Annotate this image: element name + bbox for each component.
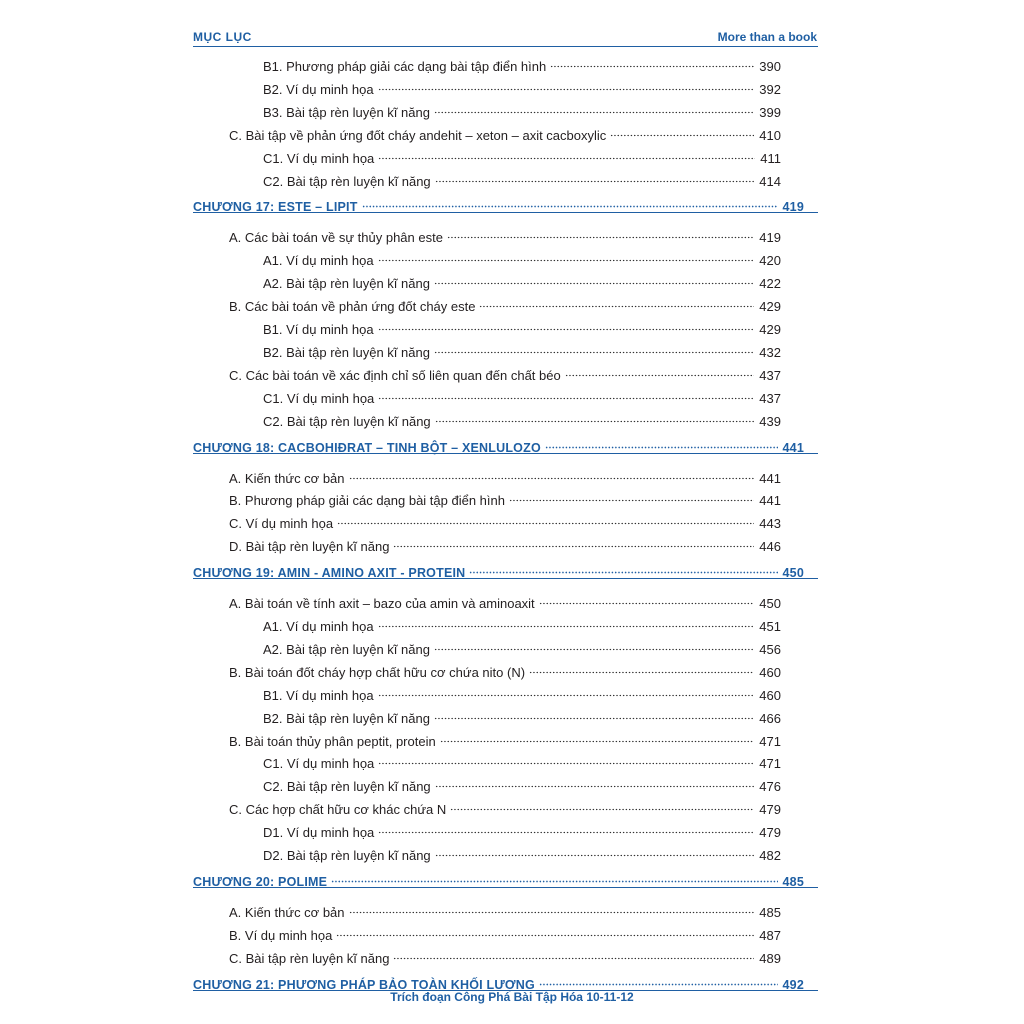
- toc-entry-title: B1. Ví dụ minh họa: [263, 687, 374, 703]
- toc-entry: [229, 360, 781, 383]
- toc-entry-page: 410: [759, 127, 781, 143]
- toc-entry-title: CHƯƠNG 19: AMIN - AMINO AXIT - PROTEIN: [193, 566, 466, 581]
- header-tagline: More than a book: [717, 30, 817, 44]
- toc-entry-title: D. Bài tập rèn luyện kĩ năng: [229, 539, 390, 555]
- toc-entry: [263, 337, 781, 360]
- chapter-rule: [193, 453, 818, 454]
- toc-entry-title: B. Các bài toán về phản ứng đốt cháy este: [229, 299, 476, 315]
- toc-entry-page: 485: [759, 904, 781, 920]
- toc-entry: [263, 771, 781, 795]
- dot-leader: [450, 794, 754, 814]
- dot-leader: [378, 383, 754, 403]
- toc-entry-title: B. Bài toán đốt cháy hợp chất hữu cơ chứa nito (N): [229, 664, 526, 680]
- dot-leader: [378, 680, 755, 700]
- dot-leader: [393, 531, 754, 551]
- toc-entry-title: C2. Bài tập rèn luyện kĩ năng: [263, 413, 431, 429]
- toc-entry-page: 451: [759, 619, 781, 634]
- toc-entry-title: C. Các hợp chất hữu cơ khác chứa N: [229, 802, 447, 818]
- toc-entry-title: CHƯƠNG 20: POLIME: [193, 874, 328, 889]
- toc-entry-title: C1. Ví dụ minh họa: [263, 756, 375, 772]
- page-footer: Trích đoạn Công Phá Bài Tập Hóa 10-11-12: [390, 990, 634, 1004]
- toc-entry: [263, 51, 781, 74]
- chapter-rule: [193, 887, 818, 888]
- toc-entry-page: 487: [759, 927, 781, 943]
- toc-chapter-entry: [193, 191, 804, 215]
- toc-entry-page: 432: [759, 344, 781, 360]
- dot-leader: [331, 866, 777, 886]
- toc-entry: [229, 943, 781, 966]
- toc-entry: [229, 920, 781, 943]
- toc-entry-page: 485: [782, 874, 804, 889]
- toc-entry: [263, 383, 781, 406]
- toc-entry: [229, 508, 781, 532]
- dot-leader: [349, 897, 755, 917]
- toc-entry: [263, 406, 781, 429]
- toc-entry-page: 419: [782, 200, 804, 215]
- toc-entry-page: 460: [759, 687, 781, 703]
- dot-leader: [550, 51, 754, 71]
- toc-entry-page: 479: [759, 825, 781, 841]
- toc-chapter-entry: [193, 969, 804, 992]
- toc-entry-page: 441: [759, 493, 781, 509]
- toc-chapter-entry: [193, 557, 804, 581]
- toc-entry-title: B. Bài toán thủy phân peptit, protein: [229, 733, 436, 749]
- toc-entry: [263, 703, 781, 726]
- toc-entry: [229, 222, 781, 246]
- toc-entry: [263, 680, 781, 703]
- toc-entry-title: D1. Ví dụ minh họa: [263, 825, 375, 841]
- toc-entry: [229, 726, 781, 749]
- dot-leader: [378, 143, 755, 163]
- dot-leader: [434, 634, 754, 654]
- dot-leader: [434, 703, 754, 723]
- toc-entry: [229, 657, 781, 680]
- toc-entry-title: A2. Bài tập rèn luyện kĩ năng: [263, 276, 430, 292]
- dot-leader: [378, 314, 755, 334]
- toc-entry-title: C1. Ví dụ minh họa: [263, 390, 375, 406]
- toc-entry-title: C2. Bài tập rèn luyện kĩ năng: [263, 173, 431, 189]
- dot-leader: [447, 222, 754, 242]
- dot-leader: [509, 485, 754, 505]
- dot-leader: [378, 611, 755, 631]
- toc-entry: [263, 748, 781, 772]
- toc-entry: [229, 291, 781, 315]
- toc-entry-title: CHƯƠNG 18: CACBOHIĐRAT – TINH BỘT – XENLULOZO: [193, 440, 541, 455]
- toc-entry-page: 441: [759, 470, 781, 486]
- toc-entry: [229, 897, 781, 920]
- toc-entry-page: 446: [759, 539, 781, 555]
- toc-entry: [263, 611, 781, 634]
- chapter-rule: [193, 578, 818, 579]
- toc-entry-page: 489: [759, 950, 781, 966]
- dot-leader: [565, 360, 755, 380]
- dot-leader: [434, 337, 754, 357]
- toc-entry-page: 450: [759, 596, 781, 612]
- toc-chapter-entry: [193, 432, 804, 455]
- toc-entry: [229, 120, 781, 143]
- dot-leader: [610, 120, 754, 140]
- toc-entry-page: 456: [759, 641, 781, 657]
- toc-entry: [263, 143, 781, 166]
- dot-leader: [435, 166, 755, 186]
- toc-entry-page: 392: [759, 81, 781, 97]
- toc-entry-page: 429: [759, 322, 781, 337]
- toc-entry: [263, 314, 781, 337]
- toc-chapter-entry: [193, 866, 804, 889]
- toc-entry: [263, 817, 781, 841]
- toc-entry: [263, 166, 781, 189]
- dot-leader: [393, 943, 754, 963]
- dot-leader: [378, 817, 754, 837]
- toc-entry: [263, 97, 781, 120]
- toc-entry: [263, 634, 781, 657]
- toc-entry: [263, 840, 781, 863]
- toc-entry-page: 411: [760, 150, 781, 166]
- toc-entry: [263, 268, 781, 292]
- dot-leader: [378, 748, 754, 768]
- dot-leader: [539, 588, 755, 608]
- toc-entry-page: 414: [759, 173, 781, 189]
- toc-entry-title: B. Ví dụ minh họa: [229, 927, 333, 943]
- toc-entry-page: 443: [759, 516, 781, 532]
- toc-entry-title: B1. Ví dụ minh họa: [263, 322, 374, 337]
- toc-entry-title: CHƯƠNG 17: ESTE – LIPIT: [193, 200, 358, 215]
- toc-entry-title: B. Phương pháp giải các dạng bài tập điển hình: [229, 493, 505, 509]
- toc-entry-page: 476: [759, 779, 781, 795]
- toc-entry-page: 437: [759, 390, 781, 406]
- toc-entry-page: 390: [759, 59, 781, 74]
- toc-entry-page: 460: [759, 664, 781, 680]
- toc-entry-page: 419: [759, 230, 781, 246]
- toc-entry: [229, 531, 781, 555]
- dot-leader: [440, 726, 755, 746]
- toc-entry: [229, 588, 781, 612]
- toc-entry-title: C1. Ví dụ minh họa: [263, 150, 375, 166]
- toc-entry-page: 482: [759, 848, 781, 863]
- dot-leader: [529, 657, 754, 677]
- dot-leader: [362, 191, 778, 211]
- chapter-rule: [193, 212, 818, 213]
- toc-entry-title: D2. Bài tập rèn luyện kĩ năng: [263, 848, 431, 863]
- toc-entry-title: A1. Ví dụ minh họa: [263, 619, 374, 634]
- toc-entry: [263, 74, 781, 97]
- toc-entry-page: 422: [759, 276, 781, 292]
- toc-entry-title: A. Các bài toán về sự thủy phân este: [229, 230, 443, 246]
- toc-entry-page: 439: [759, 413, 781, 429]
- toc-entry-page: 429: [759, 299, 781, 315]
- toc-entry-title: B2. Bài tập rèn luyện kĩ năng: [263, 344, 430, 360]
- toc-entry-page: 471: [759, 756, 781, 772]
- toc-entry: [229, 794, 781, 818]
- dot-leader: [378, 74, 755, 94]
- header-section-title: MỤC LỤC: [193, 30, 252, 44]
- dot-leader: [435, 406, 755, 426]
- toc-entry-page: 437: [759, 367, 781, 383]
- toc-entry-page: 399: [759, 104, 781, 120]
- toc-entry-page: 492: [782, 977, 804, 992]
- toc-entry: [229, 463, 781, 486]
- toc-entry-page: 441: [782, 440, 804, 455]
- toc-entry-title: C. Ví dụ minh họa: [229, 516, 334, 532]
- dot-leader: [349, 463, 755, 483]
- toc-entry-title: A2. Bài tập rèn luyện kĩ năng: [263, 641, 430, 657]
- toc-entry-title: C2. Bài tập rèn luyện kĩ năng: [263, 779, 431, 795]
- toc-entry-title: CHƯƠNG 21: PHƯƠNG PHÁP BẢO TOÀN KHỐI LƯỢNG: [193, 977, 535, 992]
- toc-entry: [263, 245, 781, 269]
- dot-leader: [434, 97, 754, 117]
- dot-leader: [337, 508, 754, 528]
- toc-entry-title: A. Kiến thức cơ bản: [229, 470, 345, 486]
- toc-entry-title: C. Các bài toán về xác định chỉ số liên quan đến chất béo: [229, 367, 561, 383]
- dot-leader: [336, 920, 754, 940]
- toc-entry-page: 466: [759, 710, 781, 726]
- dot-leader: [469, 557, 777, 577]
- toc-entry: [229, 485, 781, 509]
- toc-entry-title: C. Bài tập về phản ứng đốt cháy andehit – xeton – axit cacboxylic: [229, 127, 607, 143]
- toc-entry-page: 420: [759, 253, 781, 269]
- toc-entry-page: 450: [782, 566, 804, 581]
- dot-leader: [378, 245, 755, 265]
- toc-entry-title: A1. Ví dụ minh họa: [263, 253, 374, 269]
- dot-leader: [545, 432, 778, 452]
- toc-entry-title: A. Kiến thức cơ bản: [229, 904, 345, 920]
- toc-entry-title: B1. Phương pháp giải các dạng bài tập điển hình: [263, 59, 547, 74]
- dot-leader: [434, 268, 754, 288]
- toc-entry-title: B2. Bài tập rèn luyện kĩ năng: [263, 710, 430, 726]
- dot-leader: [539, 969, 778, 989]
- toc-entry-page: 471: [759, 733, 781, 749]
- dot-leader: [435, 771, 755, 791]
- toc-entry-title: C. Bài tập rèn luyện kĩ năng: [229, 950, 390, 966]
- toc-entry-title: A. Bài toán về tính axit – bazo của amin và aminoaxit: [229, 596, 535, 612]
- toc-entry-title: B3. Bài tập rèn luyện kĩ năng: [263, 104, 430, 120]
- toc-entry-page: 479: [759, 802, 781, 818]
- dot-leader: [479, 291, 754, 311]
- dot-leader: [435, 840, 755, 860]
- toc-entry-title: B2. Ví dụ minh họa: [263, 81, 374, 97]
